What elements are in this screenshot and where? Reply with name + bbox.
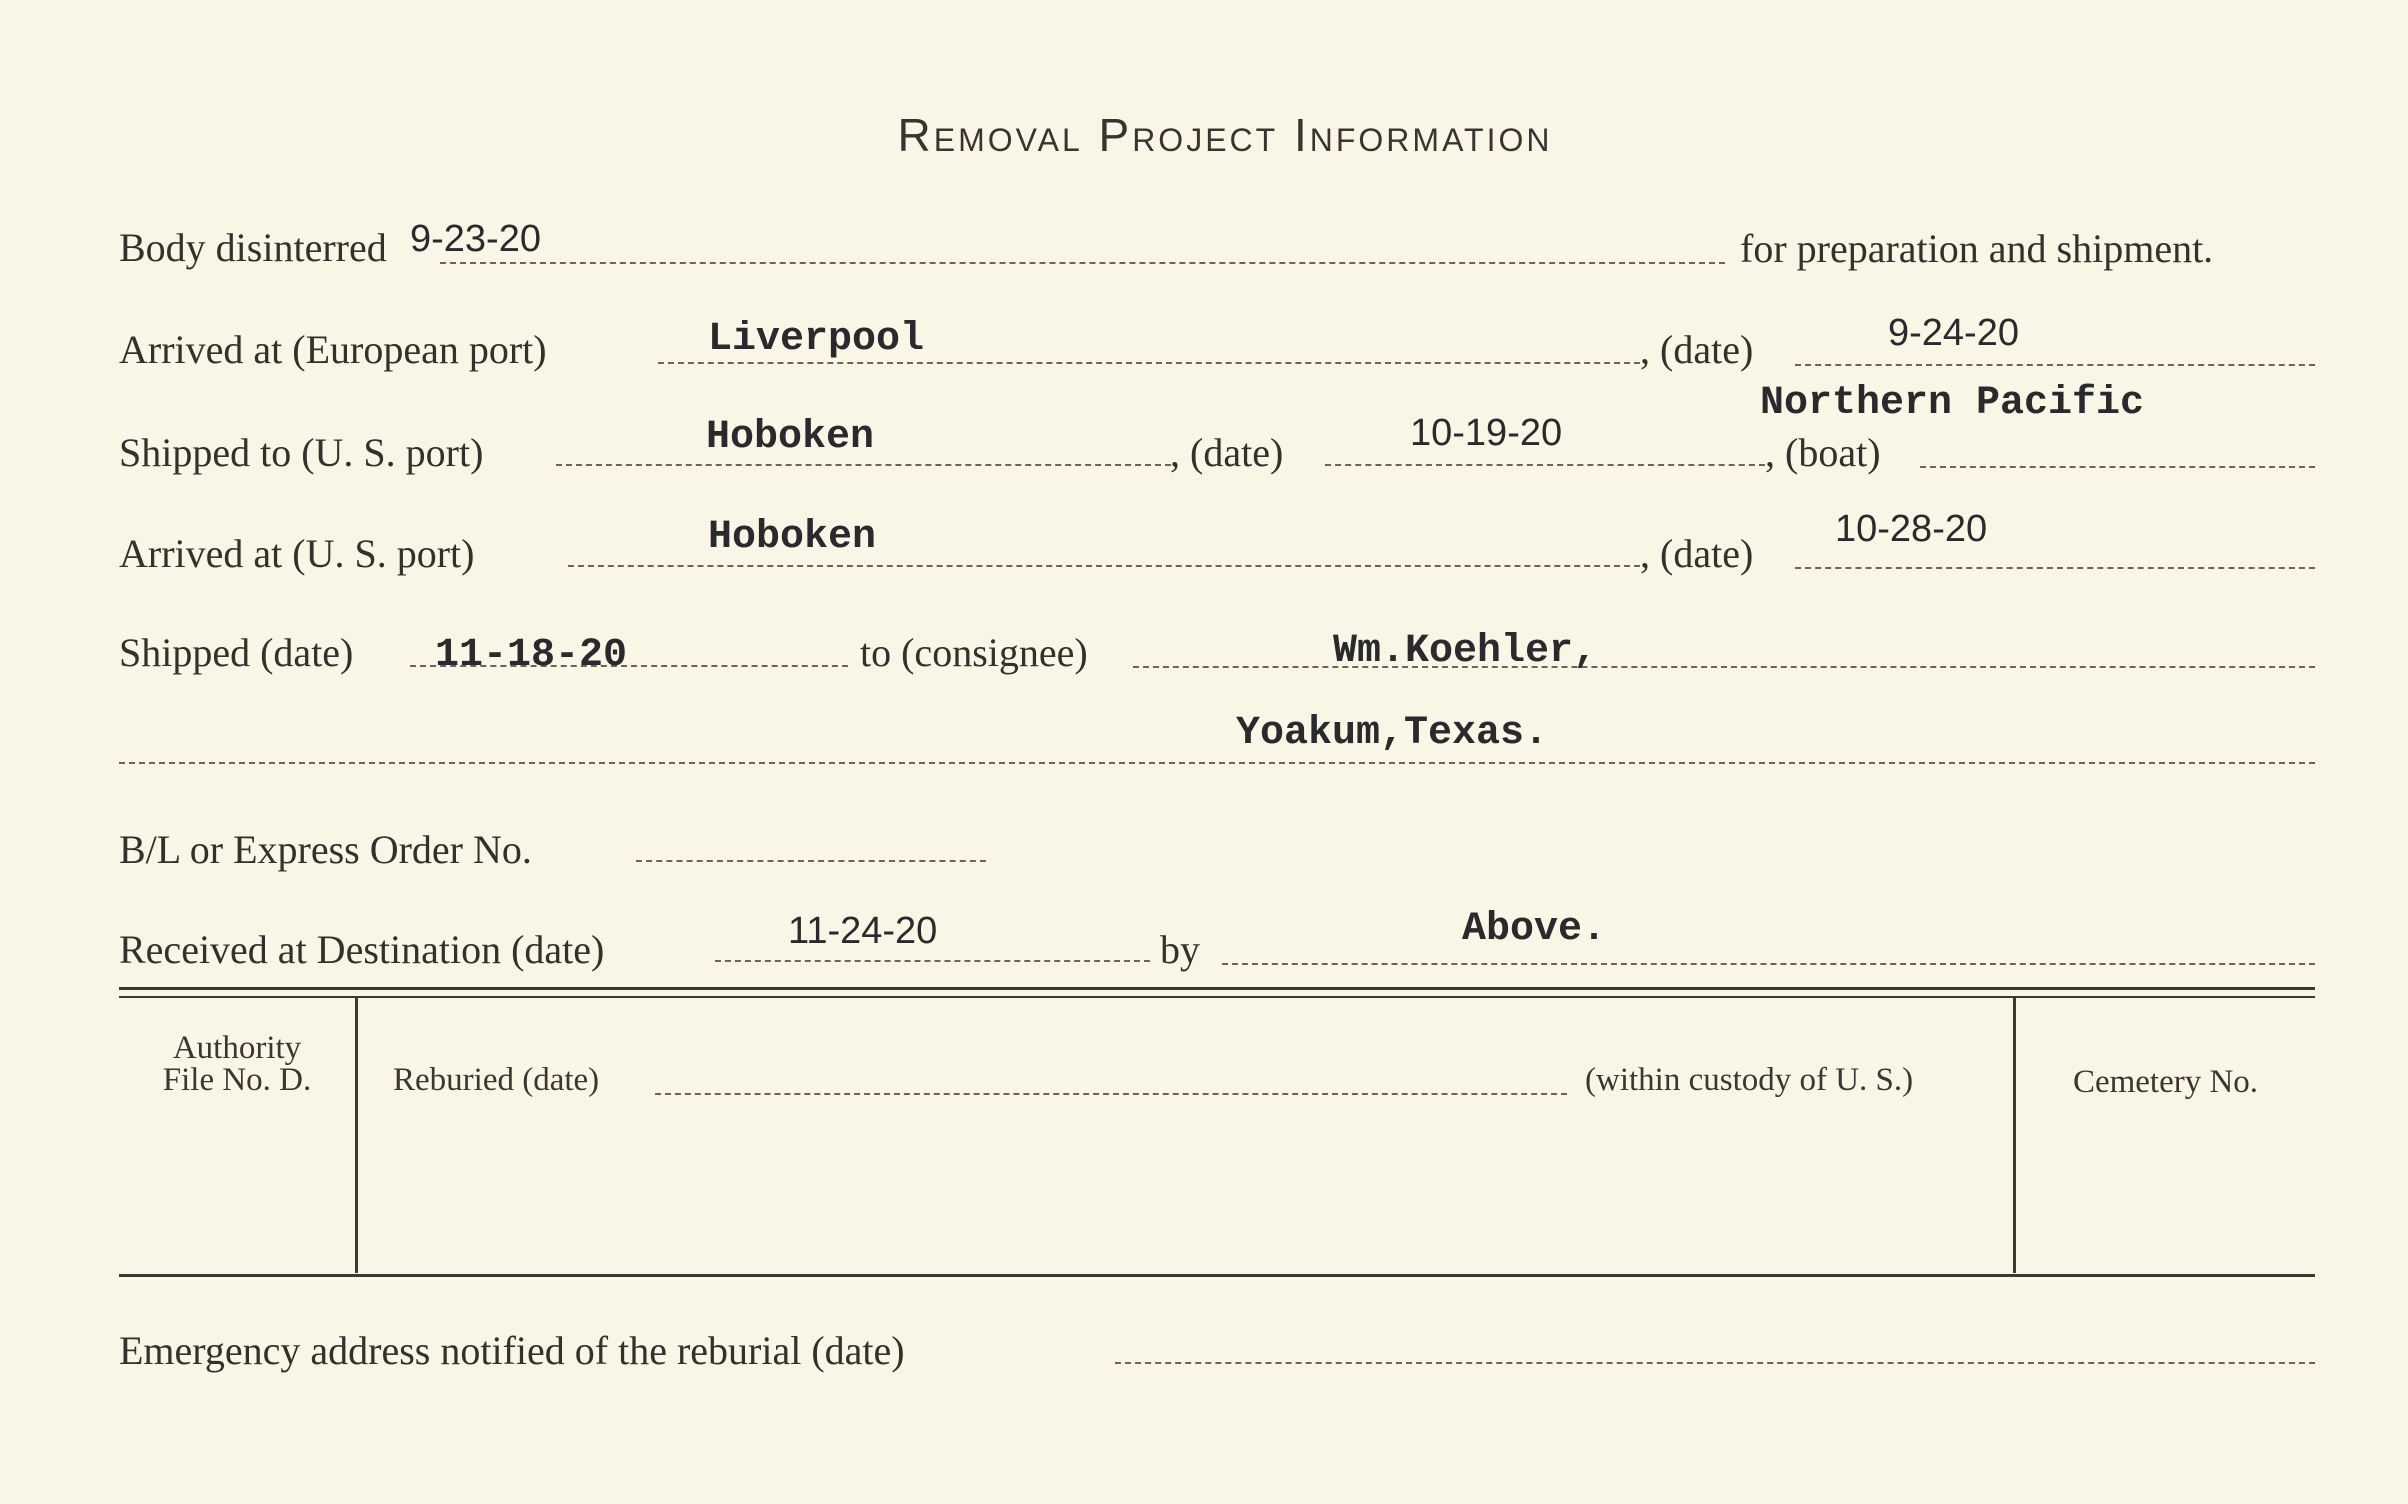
shipped-us-boat: Northern Pacific bbox=[1760, 381, 2145, 426]
shipped-us-port-line bbox=[556, 464, 1171, 466]
arrived-us-date: 10-28-20 bbox=[1835, 508, 1988, 550]
shipped-us-label: Shipped to (U. S. port) bbox=[119, 430, 484, 475]
body-disinterred-value: 9-23-20 bbox=[410, 218, 541, 260]
box-top-rule bbox=[119, 987, 2315, 990]
arrived-european-label: Arrived at (European port) bbox=[119, 327, 547, 372]
arrived-us-date-label: , (date) bbox=[1640, 531, 1754, 576]
arrived-us-port-line bbox=[568, 565, 1640, 567]
cemetery-label: Cemetery No. bbox=[2072, 1064, 2259, 1100]
reburied-label: Reburied (date) bbox=[393, 1062, 600, 1098]
arrived-european-port-line bbox=[658, 362, 1640, 364]
arrived-european-port: Liverpool bbox=[708, 317, 925, 362]
box-divider-right bbox=[2013, 998, 2016, 1273]
arrived-european-date-line bbox=[1795, 364, 2315, 366]
received-by: Above. bbox=[1462, 907, 1607, 952]
shipped-us-port: Hoboken bbox=[706, 415, 875, 460]
received-date: 11-24-20 bbox=[788, 910, 938, 952]
body-disinterred-label: Body disinterred bbox=[119, 225, 387, 270]
shipped-date-label: Shipped (date) bbox=[119, 630, 354, 675]
arrived-european-date-label: , (date) bbox=[1640, 327, 1754, 372]
box-divider-left bbox=[355, 998, 358, 1273]
authority-label-line2: File No. D. bbox=[162, 1062, 312, 1098]
reburied-date-line bbox=[655, 1093, 1567, 1095]
received-by-label: by bbox=[1160, 927, 1200, 972]
body-disinterred-line bbox=[440, 262, 1725, 264]
shipped-date: 11-18-20 bbox=[435, 633, 628, 678]
shipped-us-boat-label: , (boat) bbox=[1765, 430, 1881, 475]
page-title: Removal Project Information bbox=[897, 109, 1553, 161]
emergency-label: Emergency address notified of the reburial (date) bbox=[119, 1328, 905, 1373]
body-disinterred-suffix: for preparation and shipment. bbox=[1740, 226, 2214, 271]
received-date-line bbox=[715, 960, 1150, 962]
box-bottom-rule bbox=[119, 1274, 2315, 1277]
authority-label-line1: Authority bbox=[172, 1030, 302, 1066]
consignee-name: Wm.Koehler, bbox=[1333, 629, 1598, 674]
bl-order-label: B/L or Express Order No. bbox=[119, 827, 532, 872]
emergency-date-line bbox=[1115, 1362, 2315, 1364]
consignee-label: to (consignee) bbox=[860, 630, 1088, 675]
arrived-european-date: 9-24-20 bbox=[1888, 312, 2019, 354]
custody-label: (within custody of U. S.) bbox=[1585, 1062, 1914, 1098]
received-label: Received at Destination (date) bbox=[119, 927, 605, 972]
shipped-us-boat-line bbox=[1920, 466, 2315, 468]
consignee-address: Yoakum,Texas. bbox=[1236, 711, 1549, 756]
arrived-us-label: Arrived at (U. S. port) bbox=[119, 531, 475, 576]
arrived-us-date-line bbox=[1795, 567, 2315, 569]
received-by-line bbox=[1222, 963, 2315, 965]
consignee-line bbox=[1133, 666, 2315, 668]
box-top-rule-2 bbox=[119, 996, 2315, 998]
shipped-us-date-label: , (date) bbox=[1170, 430, 1284, 475]
consignee-address-line bbox=[119, 762, 2315, 764]
arrived-us-port: Hoboken bbox=[708, 515, 877, 560]
bl-order-line bbox=[636, 860, 986, 862]
shipped-us-date: 10-19-20 bbox=[1410, 412, 1563, 454]
shipped-us-date-line bbox=[1325, 464, 1765, 466]
